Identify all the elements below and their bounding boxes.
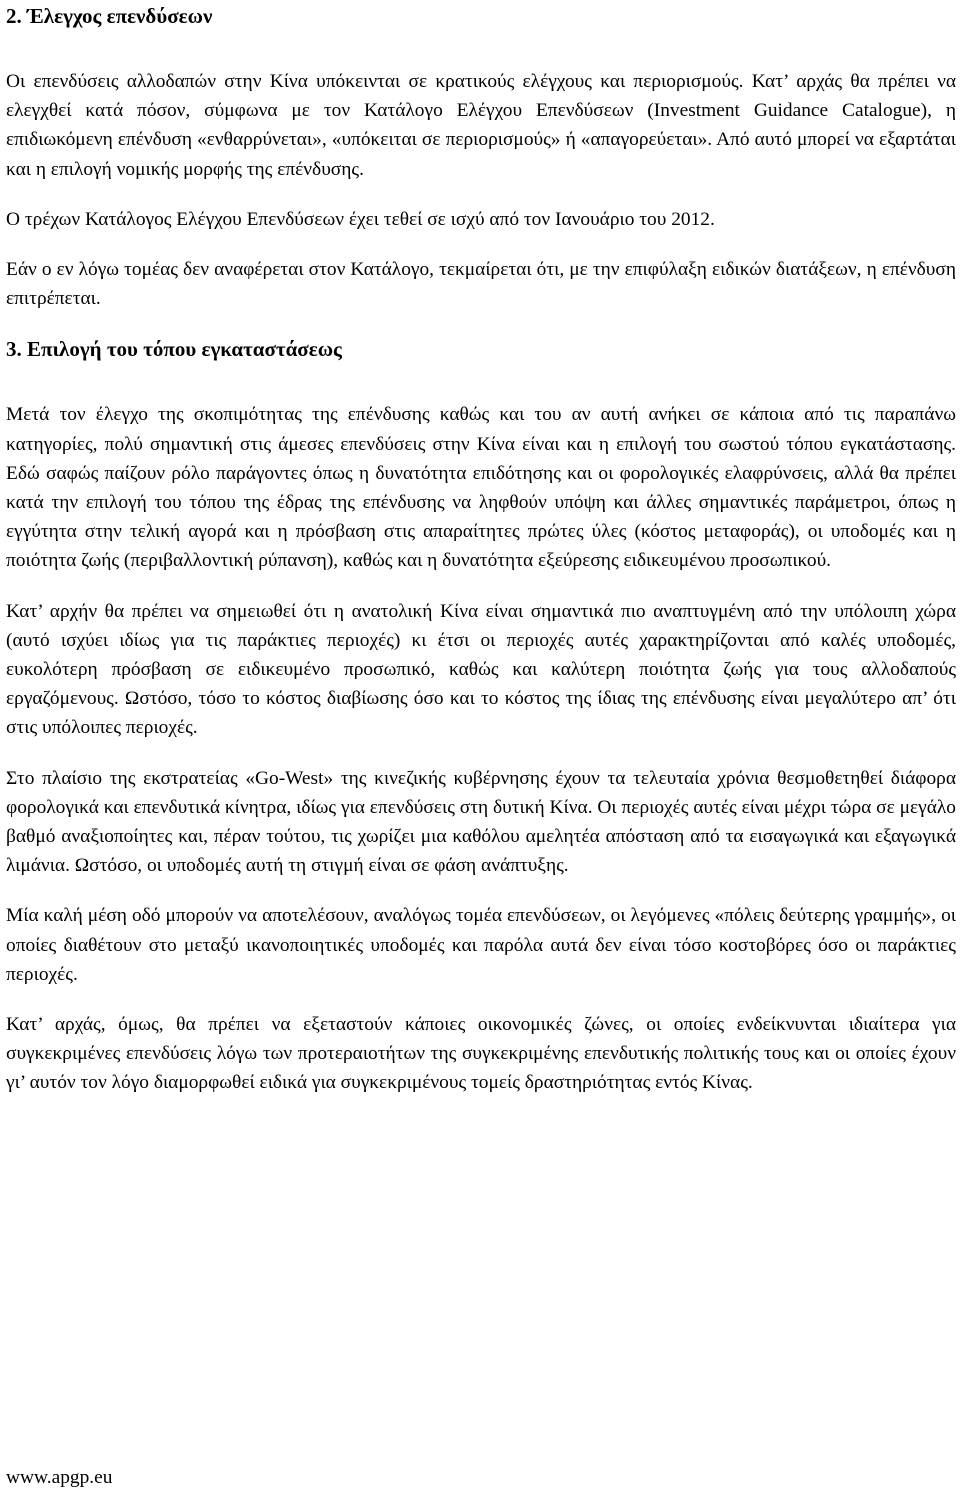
paragraph: Ο τρέχων Κατάλογος Ελέγχου Επενδύσεων έχει τεθεί σε ισχύ από τον Ιανουάριο του 2012. (6, 208, 715, 230)
paragraph: Μετά τον έλεγχο της σκοπιμότητας της επένδυσης καθώς και του αν αυτή ανήκει σε κάποια από τις παραπάνω κατηγορίες, πολύ σημαντική στις άμεσες επενδύσεις στην Κίνα είναι και η επιλογή του σωστού τόπου εγκατάστασης. Εδώ σαφώς παίζουν ρόλο παράγοντες όπως η δυνατότητα επιδότησης και οι φορολογικές ελαφρύνσεις, αλλά θα πρέπει κατά την επιλογή του τόπου της έδρας της επένδυσης να ληφθούν υπόψη και άλλες σημαντικές παράμετροι, όπως η εγγύτητα στην τελική αγορά και η πρόσβαση στις απαραίτητες πρώτες ύλες (κόστος μεταφοράς), οι υποδομές και η ποιότητα ζωής (περιβαλλοντική ρύπανση), καθώς και η δυνατότητα εξεύρεσης ειδικευμένου προσωπικού. (6, 404, 956, 572)
paragraph: Μία καλή μέση οδό μπορούν να αποτελέσουν, αναλόγως τομέα επενδύσεων, οι λεγόμενες «πόλεις δεύτερης γραμμής», οι οποίες διαθέτουν στο μεταξύ ικανοποιητικές υποδομές και παρόλα αυτά δεν είναι τόσο κοστοβόρες όσο οι παράκτιες περιοχές. (6, 905, 956, 985)
paragraph: Στο πλαίσιο της εκστρατείας «Go-West» της κινεζικής κυβέρνησης έχουν τα τελευταία χρόνια θεσμοθετηθεί διάφορα φορολογικά και επενδυτικά κίνητρα, ιδίως για επενδύσεις στη δυτική Κίνα. Οι περιοχές αυτές είναι μέχρι τώρα σε μεγάλο βαθμό αναξιοποίητες και, πέραν τούτου, τις χωρίζει μια καθόλου αμελητέα απόσταση από τα εισαγωγικά και εξαγωγικά λιμάνια. Ωστόσο, οι υποδομές αυτή τη στιγμή είναι σε φάση ανάπτυξης. (6, 767, 956, 877)
paragraph: Κατ’ αρχήν θα πρέπει να σημειωθεί ότι η ανατολική Κίνα είναι σημαντικά πιο αναπτυγμένη από την υπόλοιπη χώρα (αυτό ισχύει ιδίως για τις παράκτιες περιοχές) κι έτσι οι περιοχές αυτές χαρακτηρίζονται από καλές υποδομές, ευκολότερη πρόσβαση σε ειδικευμένο προσωπικό, καθώς και καλύτερη ποιότητα ζωής για τους αλλοδαπούς εργαζόμενους. Ωστόσο, τόσο το κόστος διαβίωσης όσο και το κόστος της ίδιας της επένδυσης είναι μεγαλύτερο απ’ ότι στις υπόλοιπες περιοχές. (6, 600, 956, 739)
section-heading-investment-control: 2. Έλεγχος επενδύσεων (6, 4, 213, 28)
footer-url: www.apgp.eu (6, 1467, 113, 1488)
document-page (6, 0, 956, 1098)
section-heading-location-choice: 3. Επιλογή του τόπου εγκαταστάσεως (6, 337, 342, 362)
paragraph: Οι επενδύσεις αλλοδαπών στην Κίνα υπόκεινται σε κρατικούς ελέγχους και περιορισμούς. Κατ’ αρχάς θα πρέπει να ελεγχθεί κατά πόσον, σύμφωνα με τον Κατάλογο Ελέγχου Επενδύσεων (Investment Guidance Catalogue), η επιδιωκόμενη επένδυση «ενθαρρύνεται», «υπόκειται σε περιορισμούς» ή «απαγορεύεται». Από αυτό μπορεί να εξαρτάται και η επιλογή νομικής μορφής της επένδυσης. (6, 71, 956, 180)
paragraph: Εάν ο εν λόγω τομέας δεν αναφέρεται στον Κατάλογο, τεκμαίρεται ότι, με την επιφύλαξη ειδικών διατάξεων, η επένδυση επιτρέπεται. (6, 259, 956, 310)
paragraph: Κατ’ αρχάς, όμως, θα πρέπει να εξεταστούν κάποιες οικονομικές ζώνες, οι οποίες ενδείκνυνται ιδιαίτερα για συγκεκριμένες επενδύσεις λόγω των προτεραιοτήτων της συγκεκριμένης επενδυτικής πολιτικής τους και οι οποίες έχουν γι’ αυτόν τον λόγο διαμορφωθεί ειδικά για συγκεκριμένους τομείς δραστηριότητας εντός Κίνας. (6, 1014, 956, 1094)
